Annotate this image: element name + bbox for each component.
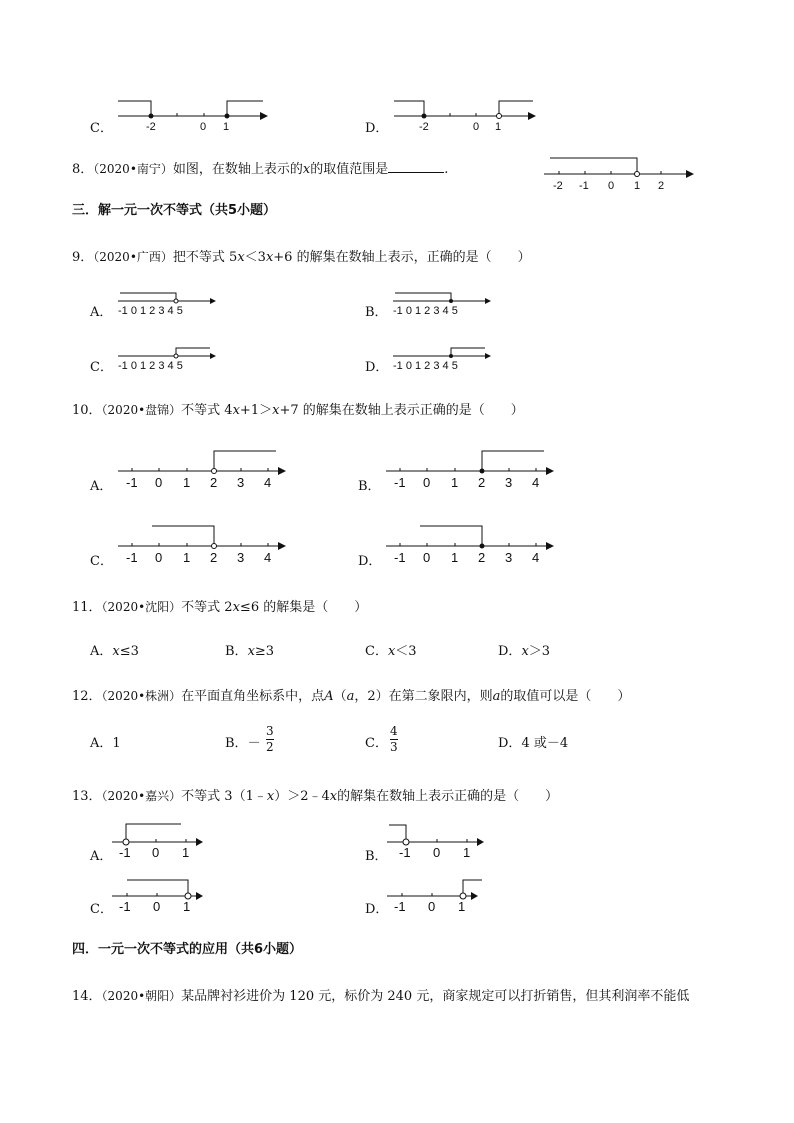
q9-number-line-b[interactable] (391, 288, 501, 318)
tick-label: 1 (182, 845, 190, 860)
q10-text: +1＞ (239, 403, 273, 418)
q10-text: +7 的解集在数轴上表示正确的是（ ） (279, 403, 524, 418)
q7d-left-ray (394, 101, 424, 116)
tick-label: -1 (126, 550, 138, 565)
q8-text: 的取值范围是 (310, 162, 389, 177)
q9-option-a-label[interactable]: A． (90, 305, 113, 320)
q13-text: 不等式 3（1﹣ (181, 789, 267, 804)
q12-question (72, 688, 630, 705)
q8-question (72, 161, 448, 178)
q7c-arrow (260, 112, 268, 120)
q7d-open-dot (497, 114, 502, 119)
q8-end: . (444, 162, 449, 177)
tick-label: 1 (458, 899, 466, 914)
q9c-open-dot (174, 354, 178, 358)
tick-label: 1 (634, 180, 641, 192)
tick-label: -1 (119, 899, 131, 914)
tick-label: 1 (183, 475, 191, 490)
q9-text: +6 的解集在数轴上表示，正确的是（ ） (273, 250, 531, 265)
q10d-solid-dot (480, 544, 485, 549)
q9-option-d-label[interactable]: D． (365, 360, 389, 375)
tick-label: -1 (394, 550, 406, 565)
tick-label: 0 (608, 180, 615, 192)
q7d-right-ray (499, 101, 533, 116)
q12-option-c[interactable]: C． (365, 736, 388, 751)
tick-label: 1 (223, 121, 230, 133)
q14-text: 某品牌衬衫进价为 120 元，标价为 240 元，商家规定可以打折销售，但其利润率不能低 (181, 989, 690, 1004)
q11-option-c[interactable]: C．x＜3 (365, 644, 417, 659)
tick-label: -2 (146, 121, 156, 133)
q9-text: ＜3 (244, 250, 266, 265)
q8-open-dot (635, 172, 640, 177)
q10-var: x (232, 403, 240, 418)
q9-option-b-label[interactable]: B． (365, 305, 388, 320)
q13-var: x (266, 789, 275, 804)
q12-option-b-fraction: 3 2 (266, 724, 274, 754)
q13-text: ）＞2﹣4 (274, 789, 330, 804)
q12-var: a (492, 689, 501, 704)
q13-text: 的解集在数轴上表示正确的是（ ） (337, 789, 559, 804)
q9-var: x (237, 250, 245, 265)
q10-option-a-label[interactable]: A． (90, 479, 113, 494)
tick-label: -1 (579, 180, 589, 192)
q12-text: ，2）在第二象限内，则 (354, 689, 493, 704)
tick-label: 0 (428, 899, 436, 914)
q7-option-c-label: C． (90, 121, 113, 136)
question-source: （2020•株洲） (101, 689, 182, 703)
q8-text: 如图，在数轴上表示的 (172, 162, 303, 177)
tick-label: 2 (210, 475, 218, 490)
tick-label: -1 (126, 475, 138, 490)
question-number: 11． (72, 600, 102, 615)
q12-option-c-fraction: 4 3 (390, 724, 398, 754)
tick-label: 2 (210, 550, 218, 565)
q11-option-d[interactable]: D．x＞3 (498, 644, 551, 659)
q10a-open-dot (212, 469, 217, 474)
question-source: （2020•朝阳） (101, 989, 182, 1003)
q10-number-line-c[interactable] (116, 521, 296, 565)
q10-question (72, 402, 524, 419)
q13-option-c-label[interactable]: C． (90, 902, 113, 917)
q12-text: （ (333, 689, 347, 704)
q7c-left-ray (118, 101, 151, 116)
q9-question (72, 249, 531, 266)
q10c-open-dot (212, 544, 217, 549)
tick-label: 0 (423, 550, 431, 565)
tick-label: 0 (152, 845, 160, 860)
q7-number-line-c (112, 96, 272, 136)
q7c-right-ray (227, 101, 263, 116)
question-number: 8． (72, 162, 94, 177)
q7d-arrow (528, 112, 536, 120)
question-source: （2020•南宁） (93, 162, 173, 176)
tick-label: 1 (451, 550, 459, 565)
section-title: 三．解一元一次不等式（共5小题） (72, 203, 277, 218)
tick-label: 1 (183, 550, 191, 565)
tick-label: -2 (419, 121, 429, 133)
q12-text: 的取值可以是（ ） (500, 689, 631, 704)
tick-label: 0 (155, 550, 163, 565)
tick-labels: -1 0 1 2 3 4 5 (393, 360, 458, 372)
question-source: （2020•广西） (93, 250, 173, 264)
q11-option-a[interactable]: A．x≤3 (90, 644, 139, 659)
tick-label: 0 (473, 121, 480, 133)
tick-label: 2 (658, 180, 665, 192)
q9-var: x (265, 250, 274, 265)
q10b-solid-dot (480, 469, 485, 474)
question-source: （2020•盘锦） (101, 403, 182, 417)
q9b-solid-dot (449, 299, 453, 303)
tick-label: 0 (423, 475, 431, 490)
q8-arrow (686, 170, 694, 178)
tick-label: 1 (183, 899, 191, 914)
question-number: 12． (72, 689, 102, 704)
tick-label: 3 (237, 475, 245, 490)
q10-number-line-d[interactable] (384, 521, 564, 565)
q12-option-b[interactable]: B．－ (225, 736, 261, 751)
tick-label: -2 (553, 180, 563, 192)
tick-label: 0 (433, 845, 441, 860)
q9a-open-dot (174, 299, 178, 303)
tick-label: -1 (394, 899, 406, 914)
tick-label: 3 (505, 475, 513, 490)
q13-number-line-b[interactable] (385, 820, 485, 860)
tick-label: 2 (478, 475, 486, 490)
tick-label: -1 (119, 845, 131, 860)
q13-number-line-a[interactable] (110, 820, 210, 860)
q10-option-d-label[interactable]: D． (358, 554, 382, 569)
question-number: 10． (72, 403, 102, 418)
tick-label: 4 (532, 475, 540, 490)
q12-var: a (346, 689, 355, 704)
q13-question (72, 788, 558, 805)
q10-option-b-label[interactable]: B． (358, 479, 381, 494)
tick-label: 4 (532, 550, 540, 565)
q11-text: ≤6 的解集是（ ） (239, 600, 368, 615)
q7d-solid-dot (422, 114, 427, 119)
q9-text: 把不等式 5 (172, 250, 238, 265)
tick-label: 1 (451, 475, 459, 490)
q7-number-line-d (388, 96, 548, 136)
q13-number-line-d[interactable] (385, 874, 485, 914)
q10-option-c-label[interactable]: C． (90, 554, 113, 569)
tick-label: 1 (495, 121, 502, 133)
q12-point: A (324, 689, 334, 704)
question-source: （2020•沈阳） (101, 600, 182, 614)
question-number: 14． (72, 989, 102, 1004)
tick-label: 3 (237, 550, 245, 565)
q12-text: 在平面直角坐标系中，点 (181, 689, 325, 704)
q13-option-d-label[interactable]: D． (365, 902, 389, 917)
tick-labels: -1 0 1 2 3 4 5 (118, 305, 183, 317)
q8-number-line (540, 152, 700, 192)
q12-option-d[interactable]: D．4 或－4 (498, 736, 569, 751)
q13-option-b-label[interactable]: B． (365, 849, 388, 864)
tick-label: 0 (200, 121, 207, 133)
q9-number-line-d[interactable] (391, 343, 501, 373)
q11-question (72, 599, 367, 616)
q9d-solid-dot (449, 354, 453, 358)
q7c-solid-dot-left (149, 114, 154, 119)
q13-option-a-label[interactable]: A． (90, 849, 113, 864)
tick-label: 3 (505, 550, 513, 565)
q7c-solid-dot-right (225, 114, 230, 119)
tick-labels: -1 0 1 2 3 4 5 (393, 305, 458, 317)
q9-number-line-a[interactable] (116, 288, 226, 318)
section-title: 四．一元一次不等式的应用（共6小题） (72, 942, 303, 957)
q9-option-c-label[interactable]: C． (90, 360, 113, 375)
q13-var: x (329, 789, 338, 804)
q10-var: x (272, 403, 280, 418)
q8-var: x (302, 162, 311, 177)
q11-option-b[interactable]: B．x≥3 (225, 644, 275, 659)
q10-text: 不等式 4 (181, 403, 233, 418)
tick-label: 1 (463, 845, 471, 860)
answer-blank[interactable] (388, 161, 444, 173)
tick-label: 2 (478, 550, 486, 565)
tick-label: -1 (399, 845, 411, 860)
tick-label: 0 (153, 899, 161, 914)
question-source: （2020•嘉兴） (101, 789, 182, 803)
q10-number-line-b[interactable] (384, 446, 564, 490)
q11-text: 不等式 2 (181, 600, 233, 615)
question-number: 9． (72, 250, 94, 265)
q14-question (72, 988, 689, 1005)
q11-var: x (232, 600, 240, 615)
q9-number-line-c[interactable] (116, 343, 226, 373)
tick-label: -1 (394, 475, 406, 490)
tick-label: 0 (155, 475, 163, 490)
q10-number-line-a[interactable] (116, 446, 296, 490)
q8-ray (550, 158, 637, 174)
tick-label: 4 (264, 550, 272, 565)
tick-label: 4 (264, 475, 272, 490)
question-number: 13． (72, 789, 102, 804)
q7-option-d-label: D． (365, 121, 389, 136)
q12-option-a[interactable]: A．1 (90, 736, 121, 751)
q13-number-line-c[interactable] (110, 874, 210, 914)
tick-labels: -1 0 1 2 3 4 5 (118, 360, 183, 372)
